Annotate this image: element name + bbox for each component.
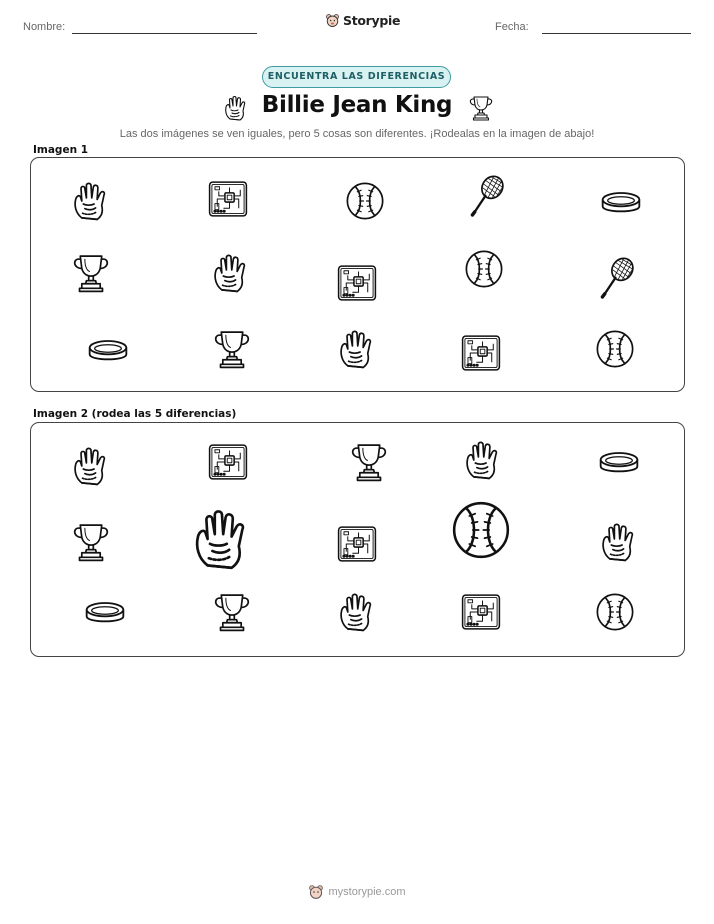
tennis-racket-icon: [464, 172, 510, 218]
ring-icon: [83, 326, 133, 376]
baseball-glove-icon[interactable]: [460, 437, 506, 483]
trophy-icon[interactable]: [346, 439, 392, 485]
baseball-icon: [592, 326, 638, 372]
circuit-board-icon: [458, 330, 504, 376]
instructions: Las dos imágenes se ven iguales, pero 5 cosas son diferentes. ¡Rodealas en la imagen de abajo!: [119, 128, 595, 140]
baseball-glove-icon[interactable]: [68, 443, 114, 489]
baseball-glove-icon: [68, 178, 114, 224]
circuit-board-icon[interactable]: [205, 439, 251, 485]
ring-icon[interactable]: [80, 588, 130, 638]
storypie-logo-icon: [325, 13, 340, 28]
baseball-icon[interactable]: [446, 495, 516, 565]
page-title: Billie Jean King: [261, 92, 453, 118]
footer: [0, 884, 714, 900]
trophy-icon: [209, 326, 255, 372]
name-line[interactable]: [72, 33, 257, 34]
trophy-icon: [466, 93, 496, 123]
activity-badge: ENCUENTRA LAS DIFERENCIAS: [262, 66, 451, 88]
baseball-glove-icon: [334, 326, 380, 372]
baseball-glove-icon[interactable]: [186, 503, 258, 575]
trophy-icon: [68, 250, 114, 296]
baseball-glove-icon[interactable]: [334, 589, 380, 635]
tennis-racket-icon: [594, 254, 640, 300]
brand: [325, 13, 400, 28]
baseball-icon[interactable]: [592, 589, 638, 635]
circuit-board-icon[interactable]: [458, 589, 504, 635]
baseball-glove-icon[interactable]: [596, 519, 642, 565]
baseball-glove-icon: [208, 250, 254, 296]
circuit-board-icon: [334, 260, 380, 306]
ring-icon: [596, 178, 646, 228]
trophy-icon[interactable]: [68, 519, 114, 565]
storypie-footer-logo-icon: [308, 884, 324, 900]
date-label: Fecha:: [495, 21, 529, 33]
date-line[interactable]: [542, 33, 691, 34]
image2-label: Imagen 2 (rodea las 5 diferencias): [33, 408, 237, 420]
ring-icon[interactable]: [594, 438, 644, 488]
circuit-board-icon: [205, 176, 251, 222]
baseball-icon: [461, 246, 507, 292]
image2-panel[interactable]: [30, 422, 685, 657]
brand-name: Storypie: [343, 13, 401, 28]
image1-label: Imagen 1: [33, 144, 89, 156]
footer-url[interactable]: mystorypie.com: [328, 886, 406, 898]
baseball-icon: [342, 178, 388, 224]
trophy-icon[interactable]: [209, 589, 255, 635]
circuit-board-icon[interactable]: [334, 521, 380, 567]
name-label: Nombre:: [23, 21, 66, 33]
image1-panel: [30, 157, 685, 392]
